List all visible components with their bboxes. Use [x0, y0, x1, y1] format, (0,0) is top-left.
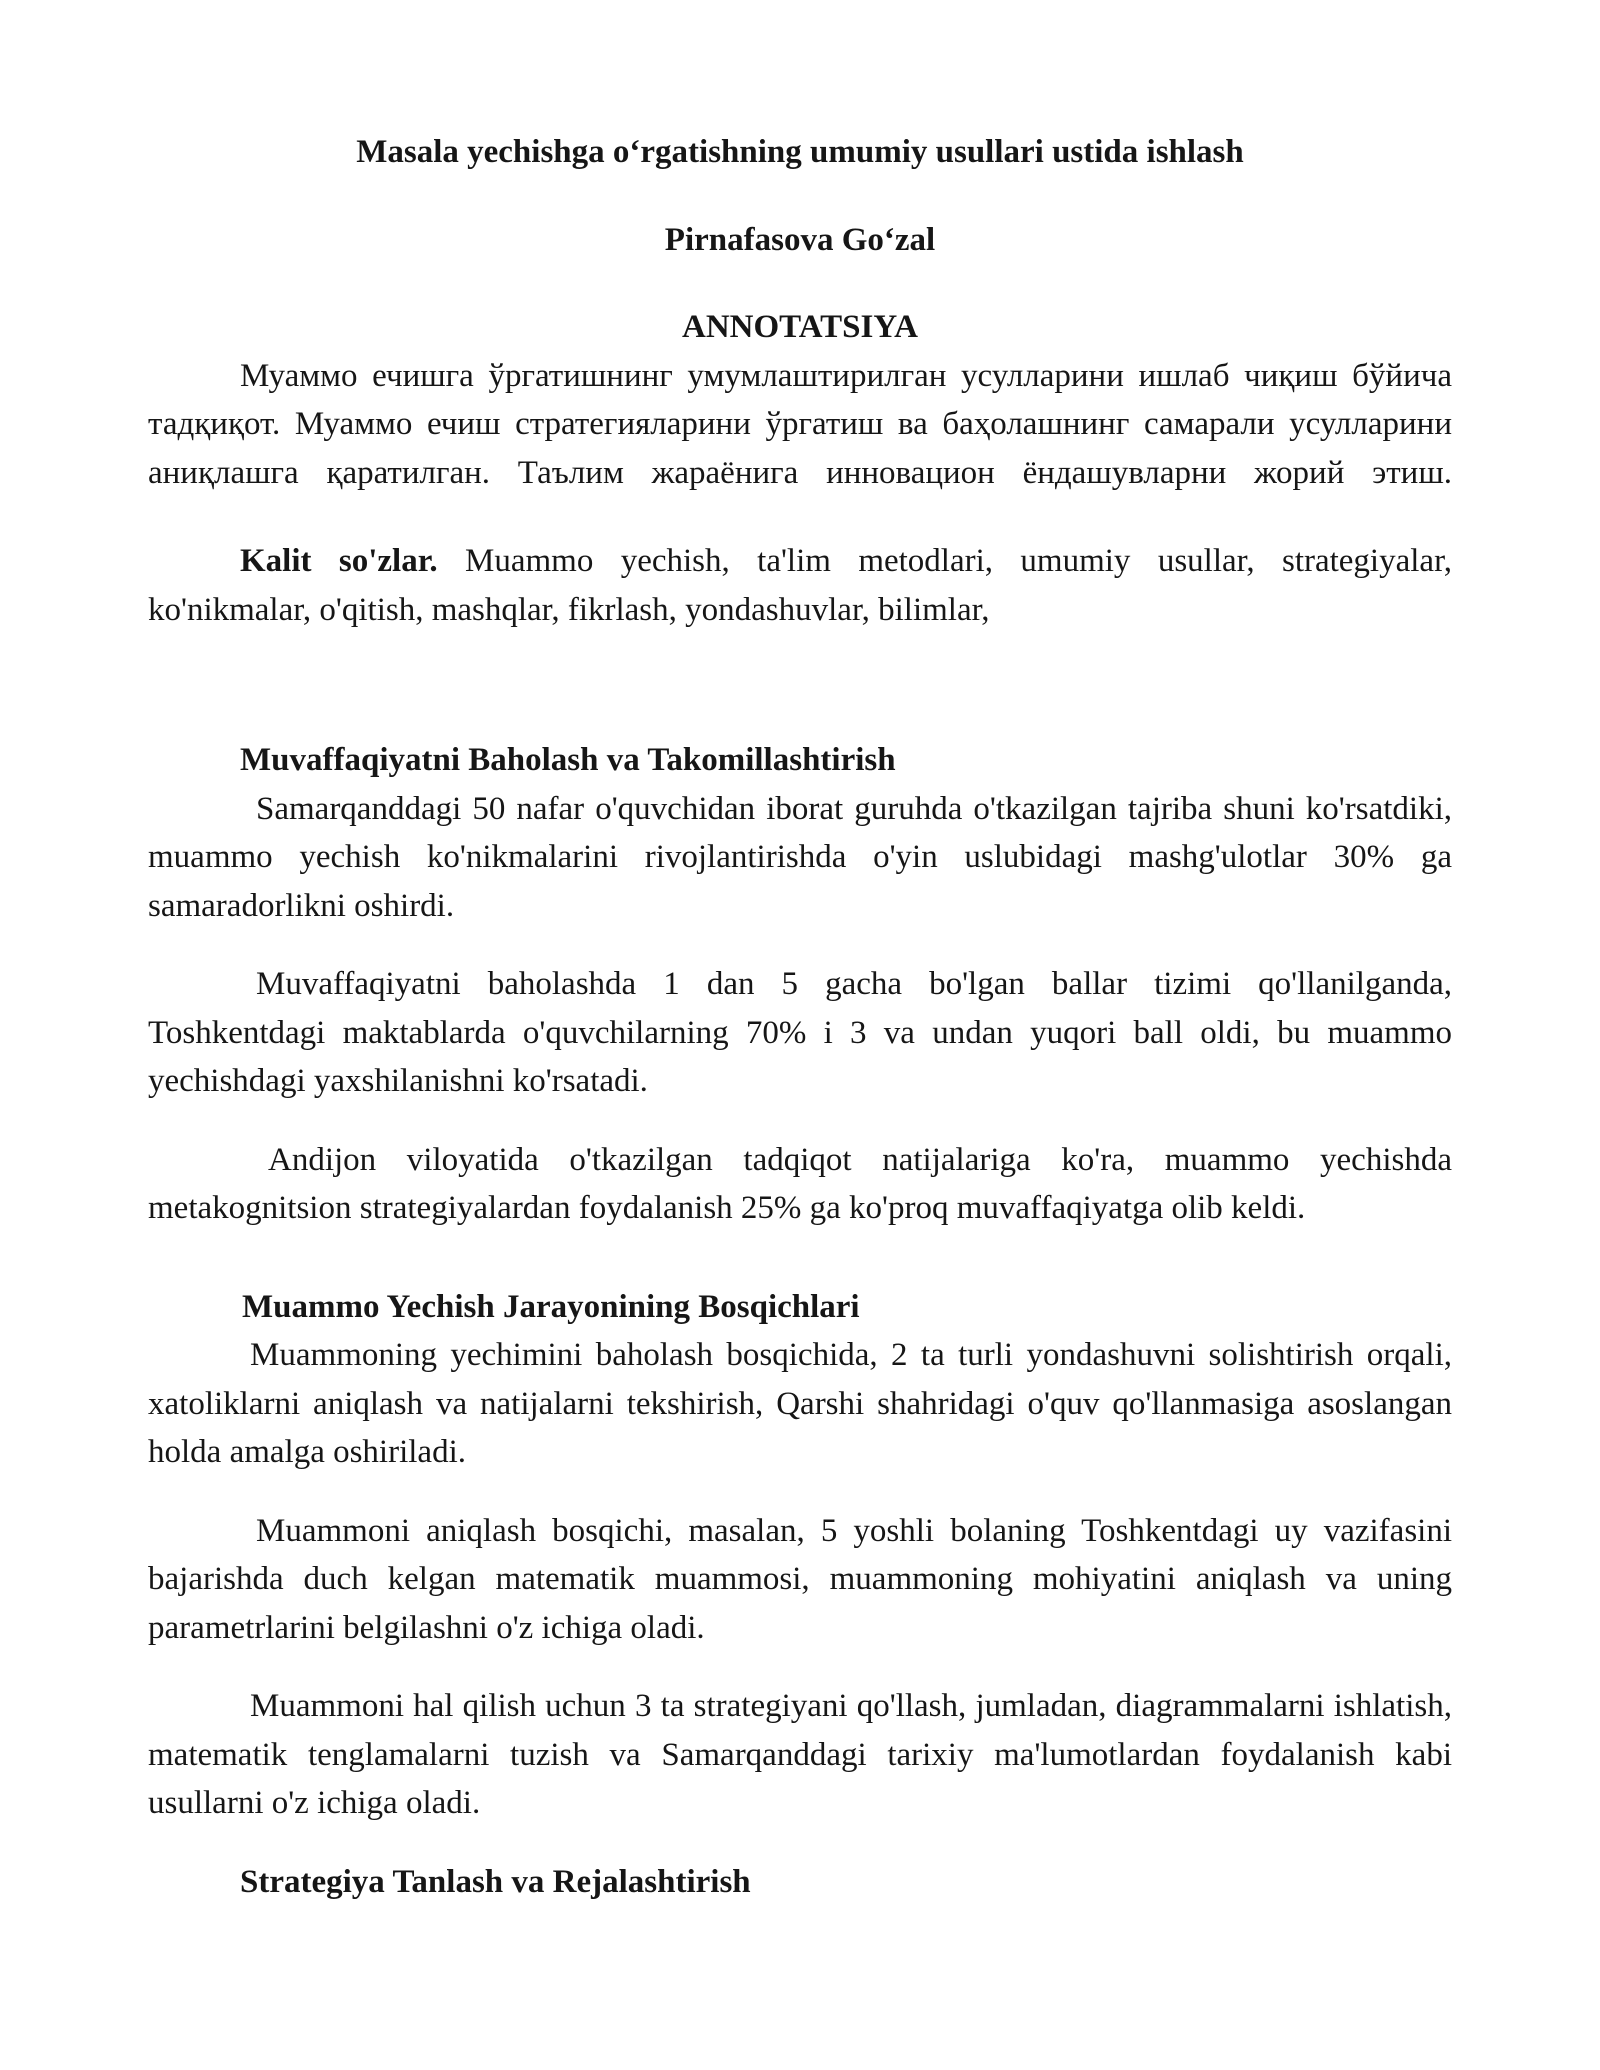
document-author: Pirnafasova Go‘zal: [664, 221, 936, 258]
keywords-text: Muammo yechish, ta'lim metodlari, umumiy usullar, strategiyalar, ko'nikmalar, o'qitish, mashqlar, fikrlash, yondashuvlar, bilimlar,: [148, 543, 1452, 628]
section-paragraph: Andijon viloyatida o'tkazilgan tadqiqot natijalariga ko'ra, muammo yechishda metakognitsion strategiyalardan foydalanish 25% ga ko'proq muvaffaqiyatga olib keldi.: [148, 1141, 1452, 1226]
annotation-heading: ANNOTATSIYA: [682, 309, 918, 345]
section-paragraph: Muammoni aniqlash bosqichi, masalan, 5 yoshli bolaning Toshkentdagi uy vazifasini bajarishda duch kelgan matematik muammosi, muammoning mohiyatini aniqlash va uning parametrlarini belgilashni o'z ichiga oladi.: [148, 1512, 1452, 1646]
section-heading: Strategiya Tanlash va Rejalashtirish: [240, 1863, 751, 1900]
annotation-line: Муаммо ечишга ўргатишнинг умумлаштирилган усулларини ишлаб чиқиш бўйича тадқиқот. Муаммо ечиш стратегияларини ўргатиш ва баҳолашнинг самарали усулларини аниқлашга қаратилган. Таълим жараёнига инновацион: [148, 357, 1452, 491]
section-paragraph: Samarqanddagi 50 nafar o'quvchidan iborat guruhda o'tkazilgan tajriba shuni ko'rsatdiki, muammo yechish ko'nikmalarini rivojlantirishda o'yin uslubidagi mashg'ulotlar 30% ga samaradorlikni oshirdi.: [148, 790, 1452, 924]
section-heading: Muvaffaqiyatni Baholash va Takomillashtirish: [240, 742, 896, 778]
keywords-paragraph: [148, 537, 1452, 634]
section-paragraph: Muvaffaqiyatni baholashda 1 dan 5 gacha bo'lgan ballar tizimi qo'llanilganda, Toshkentdagi maktablarda o'quvchilarning 70% i 3 va undan yuqori ball oldi, bu muammo yechishdagi yaxshilanishni ko'rsatadi.: [148, 966, 1452, 1099]
annotation-line: ёндашувларни жорий этиш.: [1022, 454, 1452, 491]
annotation-paragraph: [148, 352, 1452, 498]
section-heading: Muammo Yechish Jarayonining Bosqichlari: [242, 1288, 860, 1325]
section-paragraph: Muammoni hal qilish uchun 3 ta strategiyani qo'llash, jumladan, diagrammalarni ishlatish, matematik tenglamalarni tuzish va Samarqanddagi tarixiy ma'lumotlardan foydalanish kabi usullarni o'z ichiga oladi.: [148, 1688, 1452, 1821]
keywords-label: Kalit so'zlar.: [240, 543, 438, 579]
section-paragraph: Muammoning yechimini baholash bosqichida, 2 ta turli yondashuvni solishtirish orqali, xatoliklarni aniqlash va natijalarni tekshirish, Qarshi shahridagi o'quv qo'llanmasiga asoslangan holda amalga oshiriladi.: [148, 1337, 1452, 1470]
document-title: Masala yechishga o‘rgatishning umumiy usullari ustida ishlash: [356, 134, 1244, 170]
